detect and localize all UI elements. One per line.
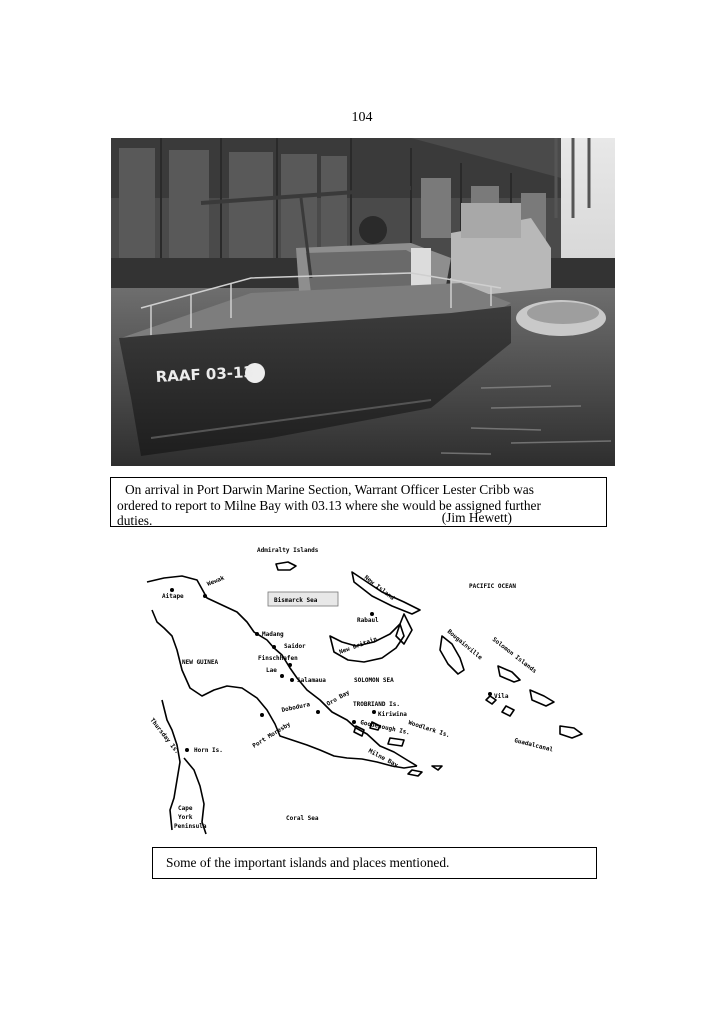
label-guadalcanal: Guadalcanal — [513, 737, 554, 754]
page-number: 104 — [351, 110, 373, 125]
map-figure — [142, 540, 588, 840]
label-milne-bay: Milne Bay — [367, 747, 400, 770]
boat-photo — [111, 138, 615, 466]
label-lae: Lae — [266, 667, 277, 674]
label-bismarck: Bismarck Sea — [274, 597, 318, 604]
photo-credit: (Jim Hewett) — [441, 509, 512, 525]
label-vila: Vila — [494, 693, 509, 700]
label-port-moresby: Port Moresby — [251, 720, 292, 750]
label-thursday: Thursday Is. — [148, 716, 181, 756]
label-solomon-sea: SOLOMON SEA — [354, 677, 394, 684]
label-salamaua: Salamaua — [297, 677, 326, 684]
label-oro-bay: Oro Bay — [325, 689, 351, 708]
map-caption: Some of the important islands and places mentioned. — [152, 847, 597, 879]
label-aitape: Aitape — [162, 593, 184, 600]
label-horn: Horn Is. — [194, 747, 223, 754]
label-trobriand: TROBRIAND Is. — [353, 701, 400, 708]
caption-line-2: ordered to report to Milne Bay with 03.13 where she would be assigned further — [117, 497, 541, 513]
label-new-island: New Island — [362, 574, 396, 602]
label-new-britain: New Britain — [338, 635, 379, 656]
label-wewak: Wewak — [206, 574, 226, 588]
label-woodlark: Woodlark Is. — [407, 719, 451, 740]
label-york: York — [178, 814, 193, 821]
label-pacific: PACIFIC OCEAN — [469, 583, 516, 590]
label-finschhafen: Finschhafen — [258, 655, 298, 662]
label-bougainville: Bougainville — [445, 628, 484, 662]
label-admiralty: Admiralty Islands — [257, 547, 319, 554]
label-solomon-islands: Solomon Islands — [490, 636, 538, 675]
label-rabaul: Rabaul — [357, 617, 379, 624]
label-new-guinea: NEW GUINEA — [182, 659, 219, 666]
caption-line-1: On arrival in Port Darwin Marine Section, Warrant Officer Lester Cribb was — [125, 482, 534, 497]
label-goodenough: Goodenough Is. — [359, 719, 411, 737]
label-saidor: Saidor — [284, 643, 306, 650]
label-dobodura: Dobodura — [280, 701, 311, 714]
hull-marking: RAAF 03-13 — [155, 362, 255, 386]
label-coral-sea: Coral Sea — [286, 815, 319, 822]
label-kiriwina: Kiriwina — [378, 711, 407, 718]
caption-line-3: duties. — [117, 513, 153, 528]
label-cape: Cape — [178, 805, 193, 812]
photo-caption — [110, 477, 607, 527]
label-madang: Madang — [262, 631, 284, 638]
label-peninsula: Peninsula — [174, 823, 207, 830]
